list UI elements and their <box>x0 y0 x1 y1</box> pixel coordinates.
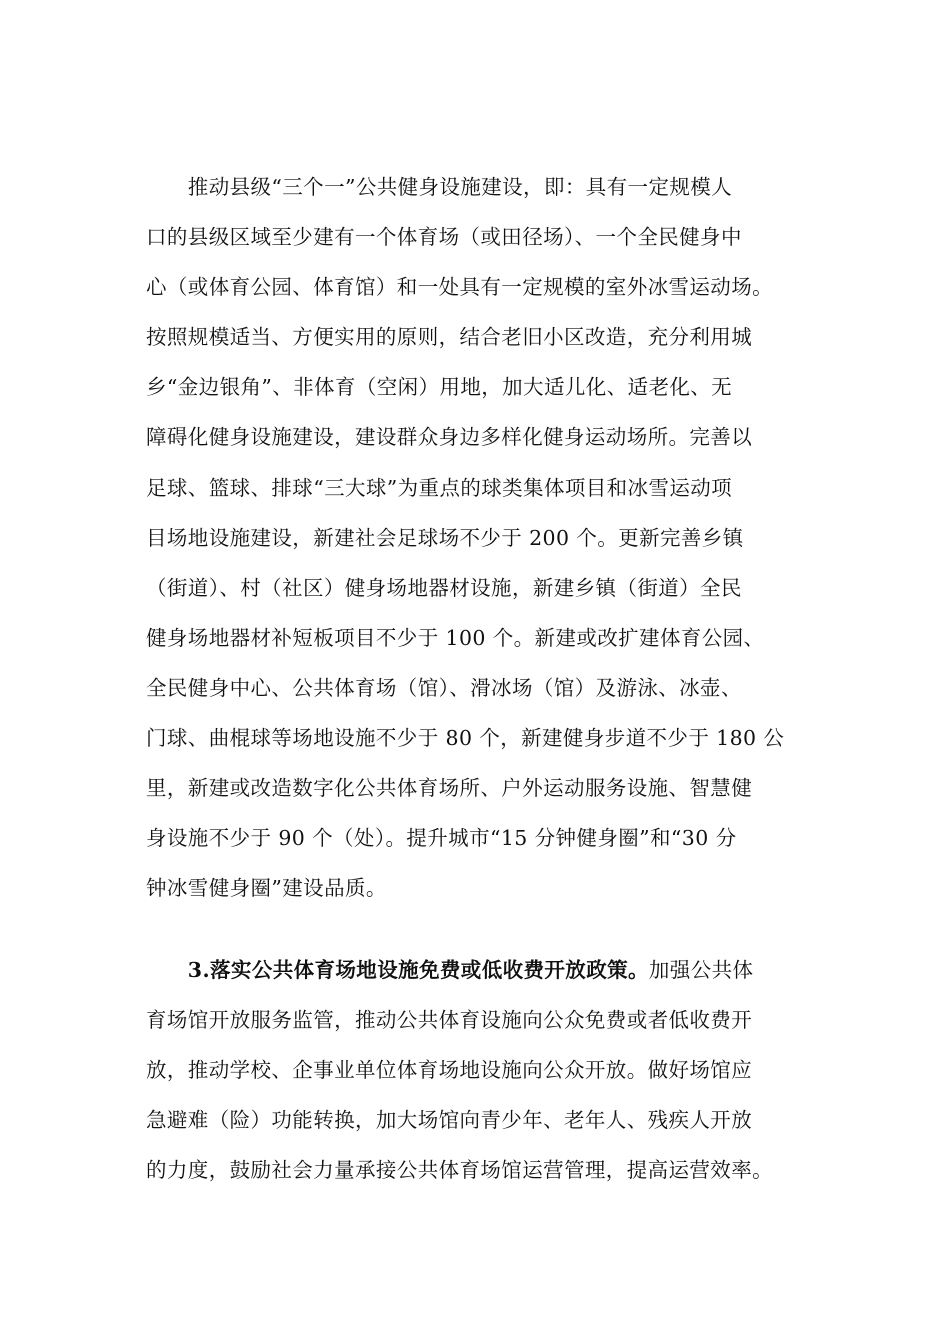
paragraph-line: 全民健身中心、公共体育场（馆）、滑冰场（馆）及游泳、冰壶、 <box>146 675 742 700</box>
paragraph-line: 目场地设施建设，新建社会足球场不少于 200 个。更新完善乡镇 <box>146 525 744 550</box>
section-heading: 3.落实公共体育场地设施免费或低收费开放政策。 <box>146 958 649 982</box>
paragraph-line: 放，推动学校、企事业单位体育场地设施向公众开放。做好场馆应 <box>146 1058 753 1083</box>
paragraph-line: 健身场地器材补短板项目不少于 100 个。新建或改扩建体育公园、 <box>146 625 765 650</box>
paragraph-line: 推动县级“三个一”公共健身设施建设，即：具有一定规模人 <box>146 175 733 199</box>
heading-line-text: 加强公共体 <box>648 958 754 982</box>
paragraph-line <box>146 945 806 995</box>
paragraph-line: （街道）、村（社区）健身场地器材设施，新建乡镇（街道）全民 <box>146 575 742 600</box>
paragraph-line: 乡“金边银角”、非体育（空闲）用地，加大适儿化、适老化、无 <box>146 375 733 400</box>
paragraph-open-access-policy <box>146 945 806 1195</box>
paragraph-line: 身设施不少于 90 个（处）。提升城市“15 分钟健身圈”和“30 分 <box>146 826 737 851</box>
paragraph-line: 口的县级区域至少建有一个体育场（或田径场）、一个全民健身中 <box>146 225 742 250</box>
paragraph-line: 门球、曲棍球等场地设施不少于 80 个，新建健身步道不少于 180 公 <box>146 726 785 751</box>
paragraph-line: 育场馆开放服务监管，推动公共体育设施向公众免费或者低收费开 <box>146 1008 753 1033</box>
paragraph-line: 的力度，鼓励社会力量承接公共体育场馆运营管理，提高运营效率。 <box>146 1158 773 1183</box>
paragraph-facilities-construction <box>146 162 806 913</box>
paragraph-line: 足球、篮球、排球“三大球”为重点的球类集体项目和冰雪运动项 <box>146 475 733 500</box>
paragraph-line: 障碍化健身设施建设，建设群众身边多样化健身运动场所。完善以 <box>146 425 753 450</box>
paragraph-line: 急避难（险）功能转换，加大场馆向青少年、老年人、残疾人开放 <box>146 1108 753 1133</box>
paragraph-line: 心（或体育公园、体育馆）和一处具有一定规模的室外冰雪运动场。 <box>146 275 773 300</box>
paragraph-line: 钟冰雪健身圈”建设品质。 <box>146 876 387 901</box>
paragraph-line: 按照规模适当、方便实用的原则，结合老旧小区改造，充分利用城 <box>146 325 753 350</box>
paragraph-line: 里，新建或改造数字化公共体育场所、户外运动服务设施、智慧健 <box>146 776 753 801</box>
